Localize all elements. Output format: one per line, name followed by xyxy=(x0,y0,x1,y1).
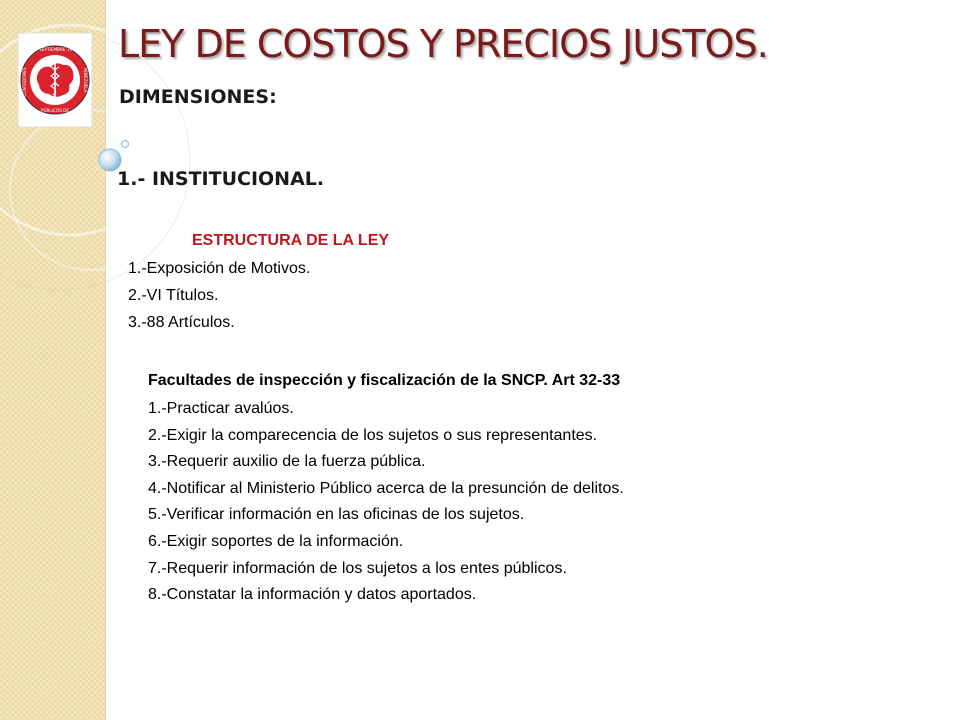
facultades-block xyxy=(148,368,624,609)
section-institucional: 1.- INSTITUCIONAL. xyxy=(117,168,325,190)
facultades-item: 5.-Verificar información en las oficinas de los sujetos. xyxy=(148,506,525,524)
logo-bottom-text: PÚBLICOS DE xyxy=(40,108,70,113)
subtitle-dimensiones: DIMENSIONES: xyxy=(119,86,277,108)
small-bubble xyxy=(122,141,129,148)
page-title: LEY DE COSTOS Y PRECIOS JUSTOS. xyxy=(118,22,768,66)
facultades-item: 4.-Notificar al Ministerio Público acerca de la presunción de delitos. xyxy=(148,479,624,497)
facultades-item: 6.-Exigir soportes de la información. xyxy=(148,532,404,550)
facultades-item: 8.-Constatar la información y datos aportados. xyxy=(148,586,477,604)
contadores-publicos-logo xyxy=(18,33,92,127)
facultades-item: 2.-Exigir la comparecencia de los sujetos o sus representantes. xyxy=(148,426,598,444)
facultades-item: 3.-Requerir auxilio de la fuerza pública. xyxy=(148,453,426,471)
logo-top-text: 27 SEPTIEMBRE 1973 xyxy=(32,47,78,52)
estructura-item: 1.-Exposición de Motivos. xyxy=(128,260,311,277)
facultades-item: 7.-Requerir información de los sujetos a los entes públicos. xyxy=(148,559,567,577)
estructura-item: 2.-VI Títulos. xyxy=(128,287,219,304)
estructura-block xyxy=(128,232,389,336)
estructura-item: 3.-88 Artículos. xyxy=(128,314,235,331)
logo-right-text: VENEZUELA xyxy=(83,67,88,93)
facultades-heading: Facultades de inspección y fiscalización de la SNCP. Art 32-33 xyxy=(148,372,621,389)
logo-left-text: CONTADORES xyxy=(22,67,27,97)
estructura-heading: ESTRUCTURA DE LA LEY xyxy=(192,232,390,249)
facultades-item: 1.-Practicar avalúos. xyxy=(148,400,294,417)
